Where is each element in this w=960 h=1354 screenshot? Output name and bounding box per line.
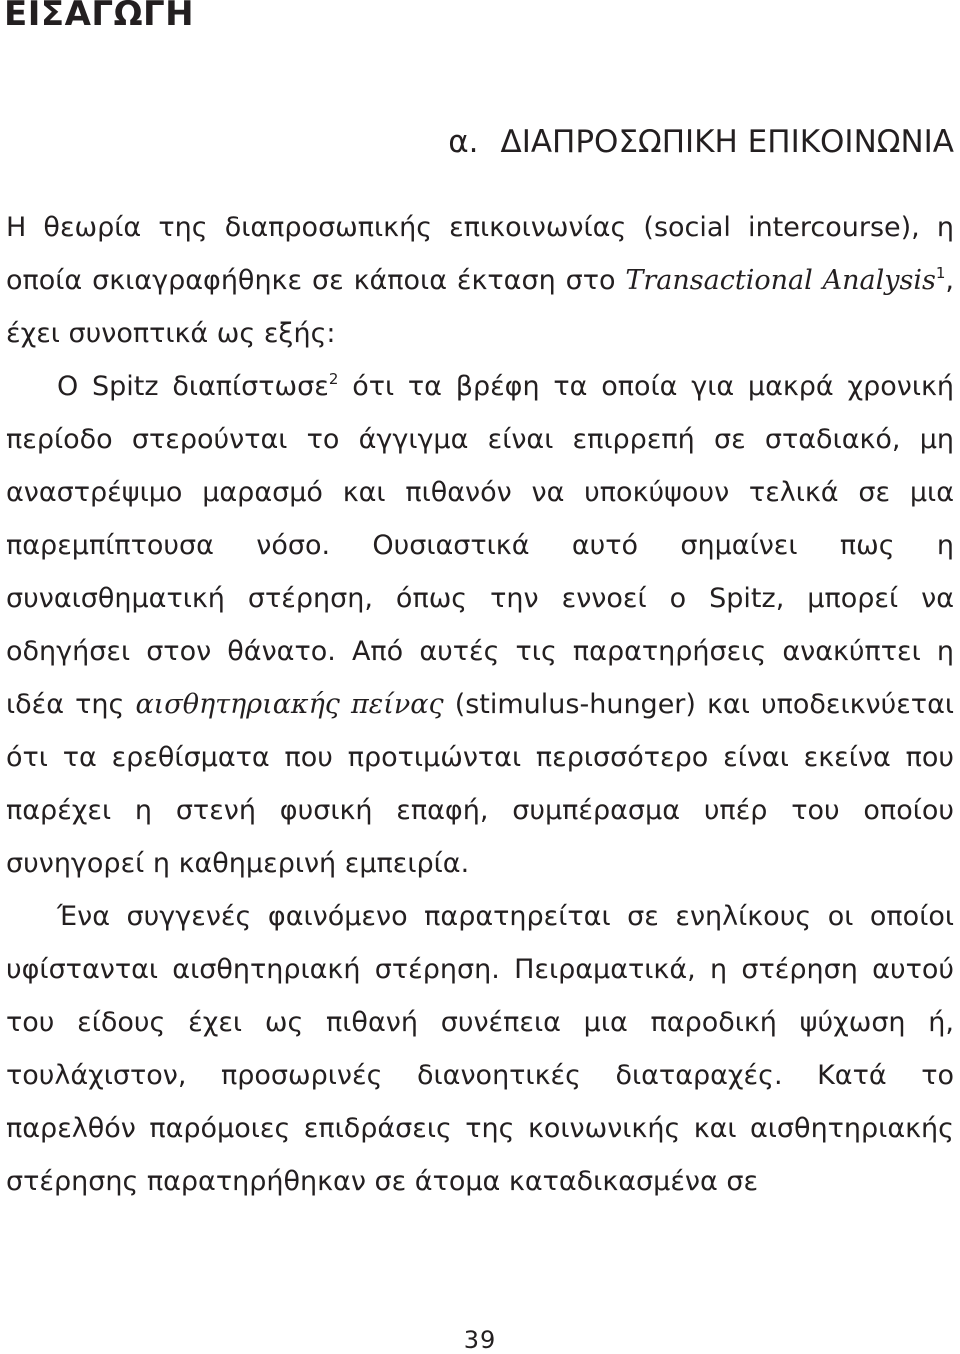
paragraph-1 [6,201,954,360]
footnote-ref-2: 2 [328,370,339,388]
paragraph-1-text-2: , έχει συνοπτικά ως εξής: [6,265,954,349]
paragraph-2 [6,360,954,890]
paragraph-2-text-2: ότι τα βρέφη τα οποία για μακρά χρονική περίοδο στερούνται το άγγιγμα είναι επιρρεπή σε σταδιακό, μη αναστρέψιμο μαρασμό και πιθανόν να υποκύψουν τελικά σε μια παρεμπίπτουσα νόσο. Ουσιαστικά αυτό σημαίνει πως η συναισθηματική στέρηση, όπως την εννοεί ο Spitz, μπορεί να οδηγήσει στον θάνατο. Από αυτές τις παρατηρήσεις ανακύπτει η ιδέα της [6,371,954,720]
paragraph-3 [6,890,954,1208]
paragraph-2-text-3: (stimulus-hunger) και υποδεικνύεται ότι τα ερεθίσματα που προτιμώνται περισσότερο είναι εκείνα που παρέχει η στενή φυσική επαφή, συμπέρασμα υπέρ του οποίου συνηγορεί η καθημερινή εμπειρία. [6,689,954,879]
running-head: ΕΙΣΑΓΩΓΗ [4,0,195,34]
paragraph-1-text-1: Η θεωρία της διαπροσωπικής επικοινωνίας (social intercourse), η οποία σκιαγραφήθηκε σε κάποια έκταση στο [6,212,954,296]
section-title: ΔΙΑΠΡΟΣΩΠΙΚΗ ΕΠΙΚΟΙΝΩΝΙΑ [500,124,954,160]
paragraph-3-text-1: Ένα συγγενές φαινόμενο παρατηρείται σε ενηλίκους οι οποίοι υφίστανται αισθητηριακή στέρηση. Πειραματικά, η στέρηση αυτού του είδους έχει ως πιθανή συνέπεια μια παροδική ψύχωση ή, τουλάχιστον, προσωρινές διανοητικές διαταραχές. Κατά το παρελθόν παρόμοιες επιδράσεις της κοινωνικής και αισθητηριακής στέρησης παρατηρήθηκαν σε άτομα καταδικασμένα σε [6,901,954,1197]
book-title-italic: Transactional Analysis [625,265,936,296]
page-number: 39 [463,1326,497,1354]
paragraph-2-text-1: Ο Spitz διαπίστωσε [57,371,329,402]
term-italic: αισθητηριακής πείνας [135,689,444,720]
section-number: α. [448,124,479,160]
footnote-ref-1: 1 [935,264,946,282]
section-heading [0,124,954,160]
body-text [6,201,954,1208]
